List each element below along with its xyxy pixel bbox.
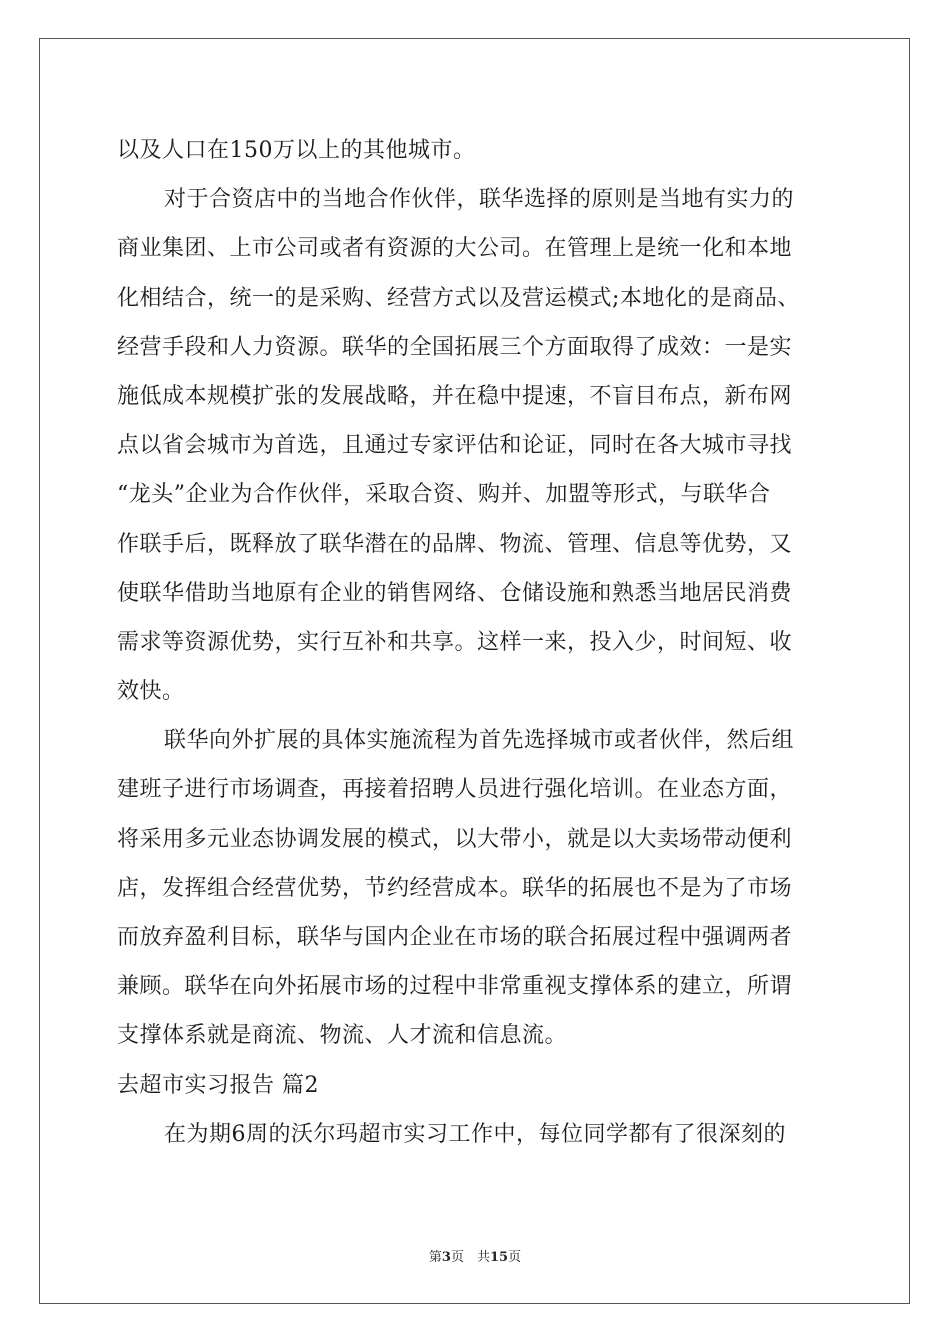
- document-body: [117, 126, 833, 1159]
- text-line: 以及人口在150万以上的其他城市。: [117, 138, 476, 163]
- text-line: 作联手后，既释放了联华潜在的品牌、物流、管理、信息等优势，又: [117, 531, 793, 557]
- text-line: 经营手段和人力资源。联华的全国拓展三个方面取得了成效：一是实: [117, 334, 793, 360]
- text-line: 施低成本规模扩张的发展战略，并在稳中提速，不盲目布点，新布网: [117, 383, 793, 409]
- text-line: 对于合资店中的当地合作伙伴，联华选择的原则是当地有实力的: [164, 187, 795, 213]
- footer-suffix: 页: [508, 1250, 522, 1265]
- text-line: 化相结合，统一的是采购、经营方式以及营运模式;本地化的是商品、: [117, 285, 800, 311]
- text-line: 商业集团、上市公司或者有资源的大公司。在管理上是统一化和本地: [117, 236, 793, 262]
- page-footer: [0, 1246, 950, 1265]
- text-line: 支撑体系就是商流、物流、人才流和信息流。: [117, 1023, 568, 1049]
- text-line: 而放弃盈利目标，联华与国内企业在市场的联合拓展过程中强调两者: [117, 925, 793, 950]
- text-line: 需求等资源优势，实行互补和共享。这样一来，投入少，时间短、收: [117, 629, 793, 655]
- text-line: 效快。: [117, 679, 185, 705]
- text-line: “龙头”企业为合作伙伴，采取合资、购并、加盟等形式，与联华合: [117, 482, 771, 508]
- current-page-number: 3: [441, 1250, 451, 1265]
- text-line: 将采用多元业态协调发展的模式，以大带小，就是以大卖场带动便利: [117, 826, 793, 852]
- text-line: 使联华借助当地原有企业的销售网络、仓储设施和熟悉当地居民消费: [117, 580, 793, 606]
- text-line: 店，发挥组合经营优势，节约经营成本。联华的拓展也不是为了市场: [117, 875, 793, 901]
- text-line: 联华向外扩展的具体实施流程为首先选择城市或者伙伴，然后组: [164, 728, 795, 754]
- text-line: 点以省会城市为首选，且通过专家评估和论证，同时在各大城市寻找: [117, 433, 793, 459]
- text-line: 在为期6周的沃尔玛超市实习工作中，每位同学都有了很深刻的: [164, 1121, 786, 1147]
- footer-mid: 页 共: [450, 1250, 490, 1265]
- text-line: 兼顾。联华在向外拓展市场的过程中非常重视支撑体系的建立，所谓: [117, 974, 793, 1000]
- total-page-count: 15: [489, 1250, 509, 1265]
- text-line: 去超市实习报告 篇2: [117, 1072, 319, 1098]
- footer-prefix: 第: [428, 1250, 442, 1265]
- text-line: 建班子进行市场调查，再接着招聘人员进行强化培训。在业态方面，: [117, 777, 793, 803]
